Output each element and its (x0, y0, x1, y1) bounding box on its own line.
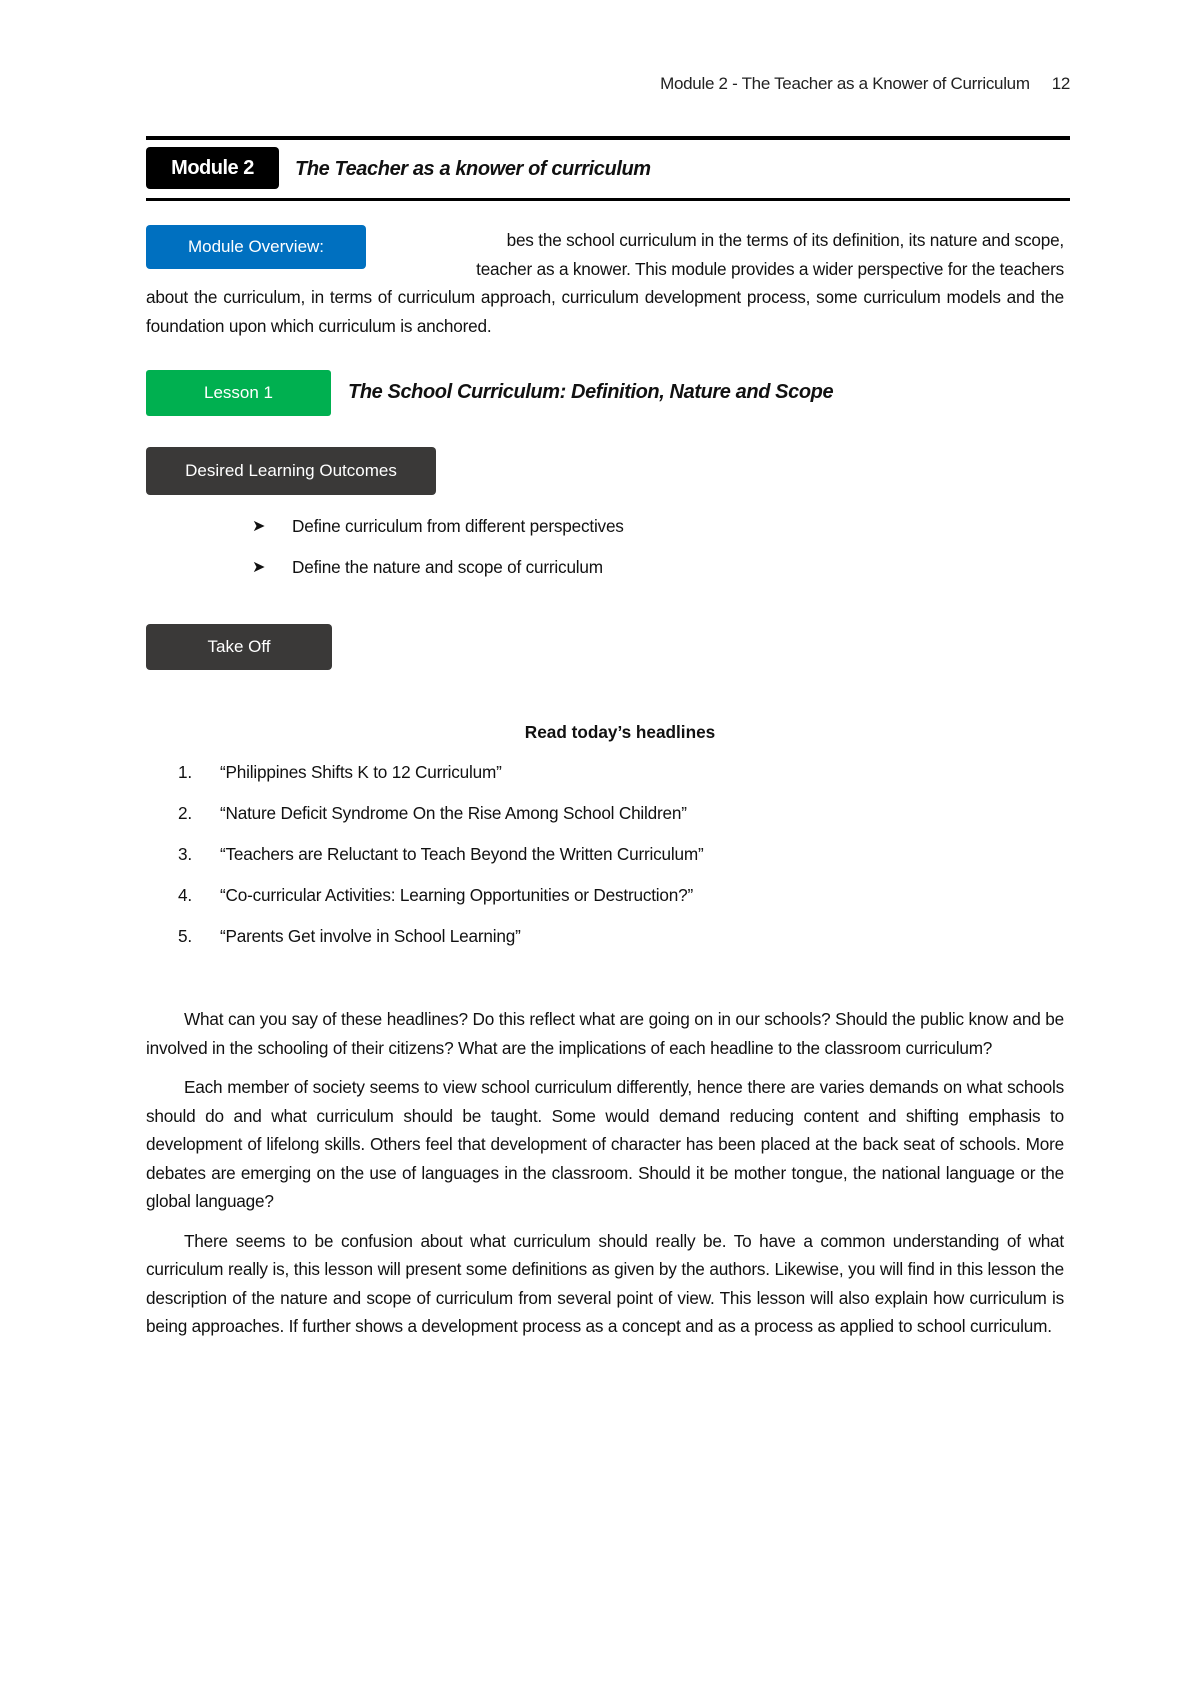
take-off-badge: Take Off (146, 624, 332, 670)
list-number: 5. (178, 926, 192, 946)
headline-text: “Nature Deficit Syndrome On the Rise Among School Children” (220, 803, 687, 823)
headline-text: “Philippines Shifts K to 12 Curriculum” (220, 762, 502, 782)
headline-text: “Parents Get involve in School Learning” (220, 926, 521, 946)
running-header (660, 74, 1070, 94)
learning-outcomes-list (252, 516, 624, 598)
desired-learning-outcomes-badge: Desired Learning Outcomes (146, 447, 436, 495)
list-item (252, 516, 624, 557)
outcome-text: Define curriculum from different perspectives (292, 516, 624, 536)
list-number: 3. (178, 844, 192, 864)
overview-line-1: bes the school curriculum in the terms of its definition, its nature and scope, (506, 230, 1064, 250)
outcome-text: Define the nature and scope of curriculum (292, 557, 603, 577)
overview-rest: about the curriculum, in terms of curriculum approach, curriculum development process, some curriculum models and the foundation upon which curriculum is anchored. (146, 287, 1064, 336)
header-rule-top (146, 136, 1070, 140)
list-item (178, 844, 704, 885)
body-text (146, 1005, 1064, 1352)
list-number: 2. (178, 803, 192, 823)
headline-text: “Co-curricular Activities: Learning Opportunities or Destruction?” (220, 885, 694, 905)
module-title: The Teacher as a knower of curriculum (295, 158, 651, 180)
list-item (178, 762, 704, 803)
arrowhead-bullet-icon: ➤ (252, 518, 266, 535)
list-item (178, 803, 704, 844)
list-item (178, 926, 704, 967)
running-header-title: Module 2 - The Teacher as a Knower of Curriculum (660, 74, 1030, 93)
paragraph: There seems to be confusion about what curriculum should really be. To have a common understanding of what curriculum really is, this lesson will present some definitions as given by the authors. Likewise, you will find in this lesson the description of the nature and scope of curriculum from several point of view. This lesson will also explain how curriculum is being approaches. If further shows a development process as a concept and as a process as applied to school curriculum. (146, 1230, 1064, 1336)
paragraph: Each member of society seems to view school curriculum differently, hence there are varies demands on what schools should do and what curriculum should be taught. Some would demand reducing content and shifting emphasis to development of lifelong skills. Others feel that development of character has been placed at the back seat of schools. More debates are emerging on the use of languages in the classroom. Should it be mother tongue, the national language or the global language? (146, 1077, 1064, 1211)
module-overview-badge: Module Overview: (146, 225, 366, 269)
headline-text: “Teachers are Reluctant to Teach Beyond the Written Curriculum” (220, 844, 704, 864)
lesson-title: The School Curriculum: Definition, Nature and Scope (348, 381, 834, 403)
page-number: 12 (1051, 74, 1070, 93)
list-item (252, 557, 624, 598)
module-badge: Module 2 (146, 147, 279, 189)
lesson-badge: Lesson 1 (146, 370, 331, 416)
list-number: 1. (178, 762, 192, 782)
headlines-title: Read today’s headlines (524, 722, 716, 742)
list-number: 4. (178, 885, 192, 905)
list-item (178, 885, 704, 926)
overview-line-2: teacher as a knower. This module provides a wider perspective for the teachers (476, 258, 1064, 279)
arrowhead-bullet-icon: ➤ (252, 559, 266, 576)
header-rule-bottom (146, 198, 1070, 201)
headlines-list (178, 762, 704, 967)
paragraph: What can you say of these headlines? Do this reflect what are going on in our schools? Should the public know and be involved in the schooling of their citizens? What are the implications of each headline to the classroom curriculum? (146, 1009, 1064, 1058)
